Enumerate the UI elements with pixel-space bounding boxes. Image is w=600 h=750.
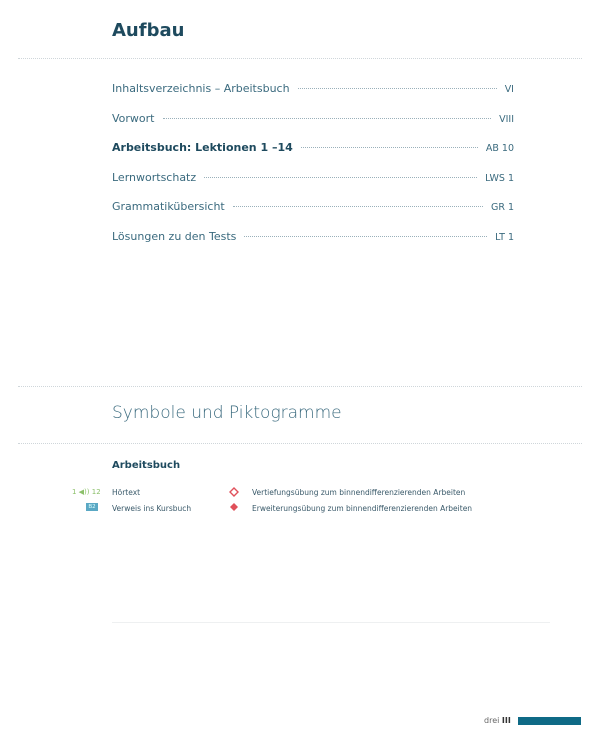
diamond-outline-icon (229, 487, 239, 497)
toc-label: Inhaltsverzeichnis – Arbeitsbuch (112, 82, 290, 95)
toc-entry[interactable] (112, 82, 514, 112)
toc-label: Vorwort (112, 111, 155, 125)
page-number (484, 716, 511, 725)
toc-label: Lernwortschatz (112, 170, 197, 184)
divider (18, 386, 582, 387)
toc-label: Grammatikübersicht (112, 200, 225, 213)
page-number-word: drei (484, 716, 500, 725)
leader-dots (233, 206, 483, 207)
legend-coursebook: Verweis ins Kursbuch (112, 504, 192, 513)
page-number-numeral: III (501, 716, 511, 725)
leader-dots (301, 147, 478, 148)
footer-accent-bar (518, 717, 581, 725)
toc-page: GR 1 (490, 202, 514, 213)
section-title: Symbole und Piktogramme (112, 403, 342, 423)
legend-deepening: Vertiefungsübung zum binnendifferenzierenden Arbeiten (252, 488, 466, 497)
toc-page: VIII (499, 113, 514, 125)
section-subtitle: Arbeitsbuch (112, 460, 181, 471)
table-of-contents (112, 82, 514, 259)
toc-label: Arbeitsbuch: Lektionen 1 –14 (112, 141, 293, 154)
coursebook-badge-icon: B2 (86, 503, 98, 511)
toc-entry[interactable] (112, 171, 514, 201)
toc-page: VI (504, 84, 514, 95)
toc-entry[interactable] (112, 230, 514, 260)
divider (112, 622, 550, 623)
toc-page: LT 1 (495, 231, 514, 243)
legend-extension: Erweiterungsübung zum binnendifferenzierenden Arbeiten (252, 504, 473, 513)
audio-icon: 1 ◀)) 12 (72, 488, 101, 496)
page-title: Aufbau (112, 20, 185, 41)
toc-page: AB 10 (485, 143, 514, 154)
toc-entry[interactable] (112, 141, 514, 171)
toc-entry[interactable] (112, 112, 514, 142)
toc-label: Lösungen zu den Tests (112, 229, 237, 243)
leader-dots (204, 177, 477, 178)
diamond-filled-icon (229, 502, 239, 512)
toc-page: LWS 1 (485, 172, 514, 184)
leader-dots (298, 88, 497, 89)
divider (18, 58, 582, 59)
divider (18, 443, 582, 444)
legend-audio: Hörtext (112, 488, 141, 497)
leader-dots (163, 118, 492, 119)
leader-dots (244, 236, 487, 237)
toc-entry[interactable] (112, 200, 514, 230)
